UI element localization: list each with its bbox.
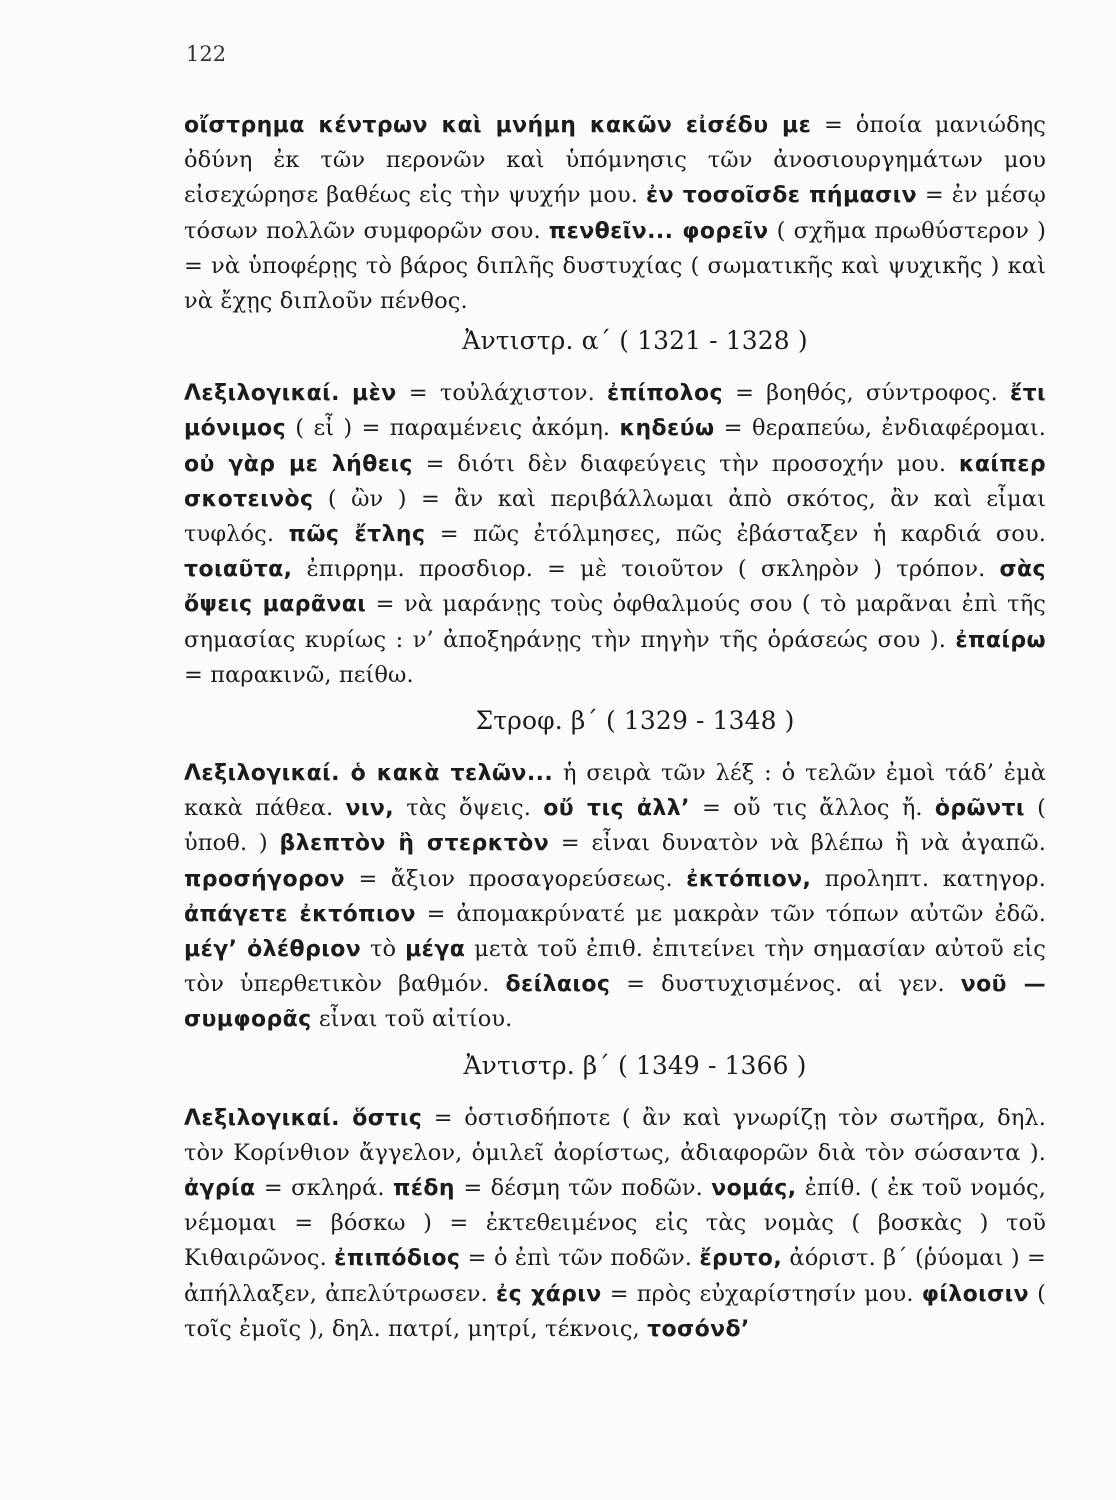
lemma-term: Λεξιλογικαί. ὅστις <box>184 1105 423 1131</box>
gloss-text: = δέσμη τῶν ποδῶν. <box>455 1175 712 1202</box>
gloss-text: = νὰ μαράνῃς τοὺς ὀφθαλμούς σου ( τὸ μαρᾶναι ἐπὶ τῆς σημασίας κυρίως : ν’ ἀποξηράνῃς τὴν πηγὴν τῆς ὁράσεώς σου ). <box>184 591 1047 653</box>
gloss-text: = οὔ τις ἄλλος ἤ. <box>689 795 935 822</box>
gloss-text: = εἶναι δυνατὸν νὰ βλέπω ἢ νὰ ἀγαπῶ. <box>549 830 1046 857</box>
lemma-term: φίλοισιν <box>921 1281 1029 1307</box>
gloss-text: = παρακινῶ, πείθω. <box>184 661 414 688</box>
lemma-term: μέγα <box>405 937 466 963</box>
lemma-term: ἐπίπολος <box>606 381 723 407</box>
gloss-text: μετὰ τοῦ ἐπιθ. ἐπιτείνει τὴν σημασίαν αὐτοῦ εἰς τὸν ὑπερθετικὸν βαθμόν. <box>184 936 1047 998</box>
lemma-term: νιν, <box>345 796 394 822</box>
lemma-term: οὔ τις ἀλλ’ <box>543 796 690 822</box>
gloss-text: = ὁ ἐπὶ τῶν ποδῶν. <box>460 1245 700 1272</box>
gloss-text: ἀόριστ. β΄ (ῥύομαι ) = ἀπήλλαξεν, ἀπελύτρωσεν. <box>184 1245 1046 1307</box>
gloss-text: τὸ <box>361 936 406 963</box>
gloss-text: = ἀπομακρύνατέ με μακρὰν τῶν τόπων αὐτῶν ἐδῶ. <box>415 900 1046 927</box>
lemma-term: κηδεύω <box>619 416 715 442</box>
gloss-text: = δυστυχισμένος. αἱ γεν. <box>610 971 961 998</box>
page-number: 122 <box>186 42 227 66</box>
gloss-text: = διότι δὲν διαφεύγεις τὴν προσοχήν μου. <box>412 450 959 477</box>
lemma-term: δείλαιος <box>505 972 611 998</box>
lemma-term: ἔτι μόνιμος <box>184 381 1046 442</box>
lemma-term: πέδη <box>392 1176 455 1202</box>
lemma-term: ἔρυτο, <box>699 1246 783 1272</box>
gloss-text: τὰς ὄψεις. <box>394 795 544 822</box>
lemma-term: πενθεῖν... φορεῖν <box>548 218 769 244</box>
lemma-term: νομάς, <box>711 1176 797 1202</box>
lemma-term: νοῦ — συμφορᾶς <box>184 972 1046 1033</box>
lemma-term: μὲν <box>352 381 397 407</box>
lemma-term: ἀγρία <box>184 1176 256 1202</box>
lemma-term: καίπερ σκοτεινὸς <box>184 451 1046 512</box>
lemma-term: οὐ γὰρ με λήθεις <box>184 451 413 477</box>
gloss-text: ( εἶ ) = παραμένεις ἀκόμη. <box>286 415 620 442</box>
lexical-notes-paragraph-1 <box>184 376 1046 693</box>
gloss-text: εἶναι τοῦ αἰτίου. <box>311 1006 513 1033</box>
gloss-text: = βοηθός, σύντροφος. <box>722 380 1010 407</box>
gloss-text: = ἐν μέσῳ τόσων πολλῶν συμφορῶν σου. <box>184 182 1047 244</box>
gloss-text: = τοὐλάχιστον. <box>396 380 607 407</box>
gloss-text: ( ὢν ) = ἂν καὶ περιβάλλωμαι ἀπὸ σκότος, ἂν καὶ εἶμαι τυφλός. <box>184 485 1046 548</box>
gloss-text: ἡ σειρὰ τῶν λέξ : ὁ τελῶν ἐμοὶ τάδ’ ἐμὰ κακὰ πάθεα. <box>184 760 1046 822</box>
lemma-term: Λεξιλογικαί. <box>184 381 340 407</box>
gloss-text: ( τοῖς ἐμοῖς ), δηλ. πατρί, μητρί, τέκνοις, <box>184 1280 1046 1342</box>
gloss-text: = σκληρά. <box>255 1175 393 1202</box>
lemma-term: πῶς ἔτλης <box>288 522 426 548</box>
gloss-text: = ὁποία μανιώδης ὀδύνη ἐκ τῶν περονῶν καὶ ὑπόμνησις τῶν ἀνοσιουργημάτων μου εἰσεχώρησε βαθέως εἰς τὴν ψυχήν μου. <box>184 112 1047 209</box>
gloss-text: προληπτ. κατηγορ. <box>811 865 1046 892</box>
lemma-term: ἐς χάριν <box>495 1281 602 1307</box>
section-heading-antistrophe-beta: Ἀντιστρ. β΄ ( 1349 - 1366 ) <box>463 1050 807 1080</box>
gloss-text <box>340 380 352 406</box>
section-heading-strophe-beta: Στροφ. β΄ ( 1329 - 1348 ) <box>475 706 795 736</box>
lemma-term: ἐπιπόδιος <box>334 1246 461 1272</box>
lemma-term: ἀπάγετε ἐκτόπιον <box>184 901 416 927</box>
gloss-text: = θεραπεύω, ἐνδιαφέρομαι. <box>714 415 1047 442</box>
gloss-text: = πῶς ἐτόλμησες, πῶς ἐβάσταξεν ἡ καρδιά σου. <box>425 521 1046 548</box>
gloss-text: = ἄξιον προσαγορεύσεως. <box>345 865 687 892</box>
gloss-text: ( ὑποθ. ) <box>184 795 1046 857</box>
section-heading-antistrophe-alpha: Ἀντιστρ. α΄ ( 1321 - 1328 ) <box>462 326 808 356</box>
gloss-text: ( σχῆμα πρωθύστερον ) = νὰ ὑποφέρῃς τὸ βάρος διπλῆς δυστυχίας ( σωματικῆς καὶ ψυχικῆς ) καὶ νὰ ἔχῃς διπλοῦν πένθος. <box>184 217 1047 315</box>
gloss-text: = ὁστισδήποτε ( ἂν καὶ γνωρίζῃ τὸν σωτῆρα, δηλ. τὸν Κορίνθιον ἄγγελον, ὁμιλεῖ ἀορίστως, ἀδιαφορῶν διὰ τὸν σώσαντα ). <box>184 1104 1047 1166</box>
lemma-term: προσήγορον <box>184 866 346 892</box>
lemma-term: ἐπαίρω <box>955 627 1046 653</box>
lemma-term: τοσόνδ’ <box>647 1316 750 1342</box>
lemma-term: ὁρῶντι <box>934 796 1025 822</box>
gloss-text: ἐπίθ. ( ἐκ τοῦ νομός, νέμομαι = βόσκω ) = ἐκτεθειμένος εἰς τὰς νομὰς ( βοσκὰς ) τοῦ Κιθαιρῶνος. <box>184 1175 1046 1272</box>
lemma-term: σὰς ὄψεις μαρᾶναι <box>184 557 1046 618</box>
lemma-term: ἐν τοσοῖσδε πήμασιν <box>645 183 917 209</box>
lemma-term: μέγ’ ὀλέθριον <box>184 937 362 963</box>
lemma-term: Λεξιλογικαί. ὁ κακὰ τελῶν... <box>184 761 554 787</box>
lemma-term: τοιαῦτα, <box>184 557 293 583</box>
lemma-term: βλεπτὸν ἢ στερκτὸν <box>279 831 550 857</box>
gloss-text: ἐπιρρημ. προσδιορ. = μὲ τοιοῦτον ( σκληρὸν ) τρόπον. <box>292 556 1000 583</box>
lemma-term: οἴστρημα κέντρων καὶ μνήμη κακῶν εἰσέδυ με <box>184 113 812 138</box>
lexical-notes-paragraph-2 <box>184 756 1046 1038</box>
gloss-text: = πρὸς εὐχαρίστησίν μου. <box>601 1280 922 1307</box>
lexical-notes-paragraph-3 <box>184 1101 1046 1347</box>
lemma-term: ἐκτόπιον, <box>686 866 812 892</box>
commentary-body <box>184 108 1046 1347</box>
intro-paragraph <box>184 108 1046 319</box>
